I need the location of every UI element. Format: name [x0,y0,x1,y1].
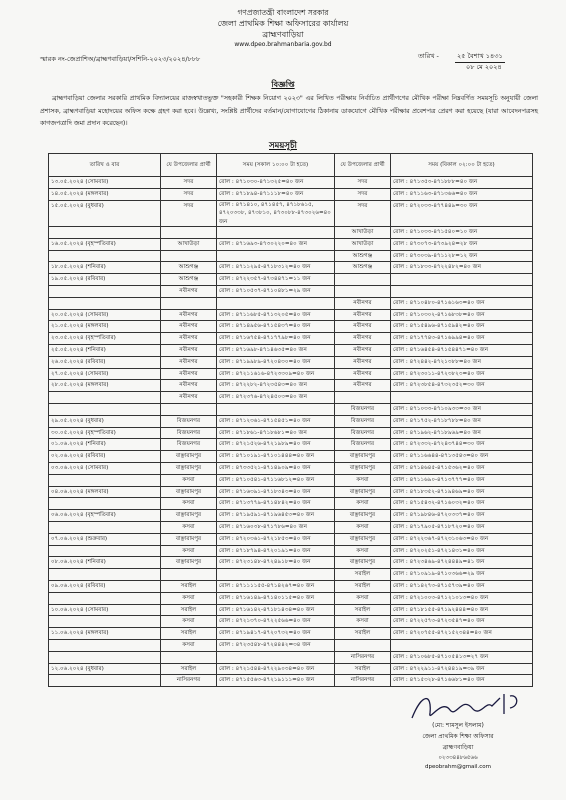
cell-upazila-afternoon: বিজয়নগর [335,404,391,416]
cell-roll-afternoon: রোল : ৪৭১৭৯০৫-৪৭১৮৭২০=৪০ জন [391,522,533,534]
cell-upazila-morning: বিজয়নগর [161,439,217,451]
table-row [49,297,533,309]
cell-roll-morning: রোল : ৪৭১৬৩৯১-৪৭১৮৩৪৩=৪০ জন [217,486,335,498]
cell-upazila-afternoon: বাঞ্ছারামপুর [335,557,391,569]
table-row [49,675,533,687]
cell-upazila-afternoon: নবীনগর [335,309,391,321]
cell-roll-afternoon: রোল : ৪৭২২৩৬৭-৪৭২৩১০৬৩=৪০ জন [391,533,533,545]
cell-upazila-afternoon: নবীনগর [335,368,391,380]
table-row [49,474,533,486]
cell-date: ১০.০৬.২০২৪ (সোমবার) [49,604,161,616]
cell-upazila-afternoon: কসবা [335,522,391,534]
cell-upazila-afternoon: নবীনগর [335,321,391,333]
cell-roll-morning [217,297,335,309]
cell-roll-afternoon: রোল : ৪৭১০৪৮০-৪৭১৬১৬৩=৪০ জন [391,297,533,309]
cell-upazila-afternoon: সদর [335,188,391,200]
signatory-district: ব্রাহ্মণবাড়িয়া [442,744,474,751]
cell-upazila-afternoon: সরাইল [335,569,391,581]
cell-roll-morning: রোল : ৪৭২২৩৫৭-৪৭৩৪৪৭১=১১ জন [217,274,335,286]
cell-roll-morning: রোল : ৪৭১১৬৮৫-৪৭১৩২০৫=৪০ জন [217,309,335,321]
cell-date [49,592,161,604]
cell-upazila-afternoon: কসবা [335,545,391,557]
cell-roll-afternoon [391,286,533,298]
cell-roll-morning: রোল : ৪৭৩৩৫২১-৪৭১৪৯০৯=৪০ জন [217,463,335,475]
cell-date [49,404,161,416]
cell-roll-afternoon: রোল : ৪৭৩০৭৩-৪৭৩৯২৪=২৮ জন [391,238,533,250]
cell-upazila-morning: আশুগঞ্জ [161,274,217,286]
cell-date [49,392,161,404]
cell-upazila-afternoon: আশুগঞ্জ [335,250,391,262]
cell-roll-morning: রোল : ৪৭১৮৬১-৪৭১৮৬৮১=৪০ জন [217,427,335,439]
cell-upazila-afternoon: বিজয়নগর [335,415,391,427]
table-header-row [49,154,533,177]
cell-roll-afternoon: রোল : ৪৭১৩৫৩-৪৭১৮৮৮=৪০ জন [391,177,533,189]
website-link[interactable]: www.dpeo.brahmanbaria.gov.bd [234,41,332,48]
cell-roll-morning: রোল : ৪৭১০৫৪১-৪৭১১৬৮১২=৪০ জন [217,474,335,486]
cell-roll-morning: রোল : ৪৭২১৫৪৪-৪৭২২৯০৩৪=৪০ জন [217,663,335,675]
table-row [49,604,533,616]
cell-upazila-morning: সরাইল [161,628,217,640]
cell-upazila-morning: নবীনগর [161,321,217,333]
memo-number: স্মারক নং-জেপ্রাশিঅ/ব্রাহ্মণবাড়িয়া/সশিনি-২০২৩/২০২৪/৮৮৮ [40,55,201,63]
table-row [49,333,533,345]
table-row [49,238,533,250]
cell-date: ০৯.০৬.২০২৪ (রবিবার) [49,581,161,593]
cell-roll-afternoon [391,639,533,651]
table-row [49,177,533,189]
table-row [49,663,533,675]
cell-upazila-morning: বিজয়নগর [161,415,217,427]
cell-roll-afternoon: রোল : ৪৭১১৬৬৪৪-৪৭১৩৫৪৩=৪০ জন [391,451,533,463]
table-row [49,510,533,522]
cell-roll-morning: রোল : ৪৭১৮৯৪-৪৭১১১৮=৪০ জন [217,188,335,200]
cell-roll-afternoon: রোল : ৪৭১৭৫২-৪৭১৮৭৮৮=৪০ জন [391,415,533,427]
cell-upazila-morning [161,569,217,581]
cell-roll-afternoon: রোল : ৪৭১৭৭৪৩-৪৭১৬৯৯৪=৪০ জন [391,333,533,345]
cell-date [49,474,161,486]
cell-date: ০২.০৬.২০২৪ (রবিবার) [49,451,161,463]
cell-upazila-afternoon: নাসিরনগর [335,651,391,663]
table-row [49,356,533,368]
cell-roll-morning: রোল : ৪৭১৬৭৫৪-৪৭১৭৭৯৮=৪০ জন [217,333,335,345]
table-row [49,392,533,404]
table-row [49,451,533,463]
cell-upazila-morning: নবীনগর [161,345,217,357]
govt-title: গণপ্রজাতন্ত্রী বাংলাদেশ সরকার [237,8,329,17]
office-title: জেলা প্রাথমিক শিক্ষা অফিসারের কার্যালয় [217,19,349,28]
cell-roll-afternoon: রোল : ৪৭২১০০৩-৪৭১২১০১৩=৪০ জন [391,592,533,604]
cell-roll-afternoon: রোল : ৪৭২৩৩২-৪৭২৪৩৭৪৪=৩০ জন [391,439,533,451]
table-row [49,286,533,298]
cell-upazila-afternoon: সদর [335,200,391,227]
cell-date: ২৮.০৫.২০২৪ (মঙ্গলবার) [49,380,161,392]
cell-date [49,651,161,663]
cell-date [49,639,161,651]
table-row [49,533,533,545]
cell-date: ২৫.০৫.২০২৪ (শনিবার) [49,345,161,357]
table-row [49,592,533,604]
cell-upazila-afternoon: নবীনগর [335,297,391,309]
cell-roll-afternoon: রোল : ৪৭২০৩৩-৪৭৭৪৪৯=৩০ জন [391,200,533,227]
cell-roll-afternoon: রোল : ৪৭১৮১৫৫-৪৭১৯২৪৪৪=৪০ জন [391,604,533,616]
table-row [49,274,533,286]
cell-upazila-afternoon: কসবা [335,616,391,628]
cell-upazila-morning: নবীনগর [161,309,217,321]
cell-upazila-morning [161,250,217,262]
cell-roll-afternoon: রোল : ৪৭১০৬৮৫-৪৭১০৫৪১৩=২৭ জন [391,651,533,663]
cell-roll-morning: রোল : ৪৭১১২৯৫-৪৭১৮৩১২=৪০ জন [217,262,335,274]
header-time-afternoon: সময় (বিকাল ০২:০০ টা হতে) [391,154,533,177]
cell-upazila-morning: বাঞ্ছারামপুর [161,451,217,463]
table-row [49,486,533,498]
cell-roll-morning: রোল : ৪৭২১৫২৬-৪৭২১৯৮৯=৪০ জন [217,439,335,451]
cell-date: ১৮.০৫.২০২৪ (শনিবার) [49,262,161,274]
cell-roll-morning: রোল : ৪৭২১৩৭০-৪৭২২৫৬৬=৪০ জন [217,616,335,628]
cell-date [49,297,161,309]
cell-date: ১১.০৬.২০২৪ (মঙ্গলবার) [49,628,161,640]
cell-roll-afternoon: রোল : ৪৭১৫৪৯৬-৪৭১৫৯৪২=৪০ জন [391,321,533,333]
table-row [49,498,533,510]
cell-roll-afternoon: রোল : ৪৭১৮৩৫২-৪৭১৯৪৬৯=৪০ জন [391,486,533,498]
cell-upazila-afternoon: নাসিরনগর [335,675,391,687]
cell-roll-afternoon: রোল : ৪৭২২৫৭৩-৪৭২৩৫৪৭=৪০ জন [391,616,533,628]
cell-upazila-morning: বাঞ্ছারামপুর [161,557,217,569]
cell-roll-morning: রোল : ৪৭১৯৪১৭-৪৭২০৭৩২=৪০ জন [217,628,335,640]
cell-upazila-morning: নবীনগর [161,380,217,392]
cell-date [49,522,161,534]
header-date: তারিখ ও বার [49,154,161,177]
cell-roll-afternoon: রোল : ৪৭২৩৮৫৪-৪৭৩২৩৫২=৩০ জন [391,380,533,392]
cell-roll-morning: রোল : ৪৭১০৫৩৭-৪৭১০৪৮১=২৯ জন [217,286,335,298]
cell-roll-afternoon: রোল : ৪৭২৪৪২-৪৭২১৩৮৮=৪০ জন [391,356,533,368]
cell-roll-afternoon [391,392,533,404]
cell-upazila-morning: কসবা [161,592,217,604]
cell-upazila-morning: বাঞ্ছারামপুর [161,533,217,545]
cell-upazila-morning [161,651,217,663]
cell-roll-afternoon: রোল : ৪৭১০৩০২-৪৭১৬৮৩৮=৪০ জন [391,309,533,321]
cell-roll-morning: রোল : ৪৭১৯৫৯১-৪৭১৯৬৪৫৩=৪০ জন [217,510,335,522]
cell-upazila-afternoon: বাঞ্ছারামপুর [335,451,391,463]
cell-upazila-afternoon: আখাউড়া [335,227,391,239]
cell-roll-afternoon: রোল : ৪৭১০৯১৯-৪৭১০৩৬৬=২৯ জন [391,569,533,581]
schedule-table [48,153,533,687]
signatory-designation: জেলা প্রাথমিক শিক্ষা অফিসার [422,733,494,740]
cell-upazila-morning: নাসিরনগর [161,675,217,687]
cell-date: ০৩.০৬.২০২৪ (সোমবার) [49,463,161,475]
cell-date: ০১.০৬.২০২৪ (শনিবার) [49,439,161,451]
cell-date [49,227,161,239]
table-row [49,522,533,534]
cell-date: ০৬.০৬.২০২৪ (বৃহস্পতিবার) [49,510,161,522]
schedule-title: সময়সূচী [269,141,297,151]
cell-roll-morning: রোল : ৪৭১৬৯৮-৪৭১৪৬৩৫=৪০ জন [217,345,335,357]
table-row [49,581,533,593]
signatory-name: (মো: শামসুল ইসলাম) [432,722,484,729]
cell-date: ১৯.০৫.২০২৪ (রবিবার) [49,274,161,286]
cell-date: ২১.০৫.২০২৪ (মঙ্গলবার) [49,321,161,333]
cell-upazila-morning: নবীনগর [161,392,217,404]
signatory-email[interactable]: dpeobrahm@gmail.com [425,764,491,770]
table-row [49,463,533,475]
cell-upazila-morning: নবীনগর [161,333,217,345]
table-row [49,628,533,640]
cell-upazila-afternoon: সরাইল [335,628,391,640]
cell-upazila-afternoon: বাঞ্ছারামপুর [335,486,391,498]
cell-roll-morning: রোল : ৪৭১৪১০, ৪৭১৪৫৭, ৪৭১৮৬১৫, ৪৭২০৩৩৮, ৪৭৩৮১০, ৪৭৩০৮৮-৪৭৩০২৬=৪০ জন [217,200,335,227]
table-row [49,404,533,416]
cell-roll-morning: রোল : ৪৭১০৩০-৪৭১৩২৫=৪০ জন [217,177,335,189]
cell-upazila-morning: বাঞ্ছারামপুর [161,510,217,522]
cell-date: ২৩.০৫.২০২৪ (বৃহস্পতিবার) [49,333,161,345]
table-row [49,200,533,227]
table-row [49,439,533,451]
cell-roll-morning: রোল : ৪৭২০৩৬১-৪৭২১৮৫৩=৪০ জন [217,533,335,545]
cell-roll-morning: রোল : ৪৭২৩৫৪৮-৪৭২৪৪৪২=৩৪ জন [217,639,335,651]
cell-upazila-morning: আশুগঞ্জ [161,262,217,274]
cell-roll-afternoon: রোল : ৪৭২৩০১১-৪৭২৩৮২৩=৪০ জন [391,368,533,380]
cell-date: ০৭.০৬.২০২৪ (শুক্রবার) [49,533,161,545]
cell-upazila-morning: বাঞ্ছারামপুর [161,486,217,498]
cell-upazila-afternoon [335,286,391,298]
cell-upazila-morning: কসবা [161,522,217,534]
cell-roll-morning: রোল : ৪৭২২৮২-৪৭২৩৫৪৩=৪০ জন [217,380,335,392]
date-label: তারিখ - [418,52,439,60]
cell-roll-morning: রোল : ৪৭১৩৭৭৯-৪৭১৪৮৪২=৪০ জন [217,498,335,510]
table-row [49,345,533,357]
cell-upazila-morning [161,227,217,239]
header-upazila-afternoon: যে উপজেলার প্রার্থী [335,154,391,177]
cell-roll-afternoon: রোল : ৪৭২২৯১১-৪৭২৪৪১৯=৩৯ জন [391,663,533,675]
cell-roll-morning: রোল : ৪৭১৯৯৮৯-৪৭২০৪৩০=৪০ জন [217,356,335,368]
cell-date [49,286,161,298]
cell-roll-afternoon: রোল : ৪৭৩০৩৯-৪৭১১২৮=১২ জন [391,250,533,262]
cell-upazila-morning: বাঞ্ছারামপুর [161,463,217,475]
cell-date: ২৬.০৫.২০২৪ (রবিবার) [49,356,161,368]
cell-upazila-morning: কসবা [161,474,217,486]
table-row [49,309,533,321]
table-row [49,557,533,569]
district-title: ব্রাহ্মণবাড়িয়া [262,30,304,39]
cell-roll-afternoon: রোল : ৪৭১১৬৩-৪৭১৩৬৬=৪০ জন [391,188,533,200]
cell-roll-afternoon: রোল : ৪৭১৫৪৩২-৪৭১৬০৩২=৪০ জন [391,498,533,510]
cell-upazila-morning: সদর [161,188,217,200]
cell-upazila-afternoon: বিজয়নগর [335,427,391,439]
cell-date: ০৪.০৬.২০২৪ (মঙ্গলবার) [49,486,161,498]
header-upazila-morning: যে উপজেলার প্রার্থী [161,154,217,177]
cell-date [49,498,161,510]
cell-date: ২৭.০৫.২০২৪ (সোমবার) [49,368,161,380]
cell-date: ০৮.০৬.২০২৪ (শনিবার) [49,557,161,569]
table-row [49,545,533,557]
cell-upazila-morning: কসবা [161,498,217,510]
cell-date: ১৩.০৫.২০২৪ (সোমবার) [49,177,161,189]
cell-roll-afternoon: রোল : ৪৭২০৭৫৫-৪৭২১৫২৩৪৪=৪০ জন [391,628,533,640]
cell-roll-afternoon: রোল : ৪৭১০৩৩-৪৭১০৯৩৩=৩০ জন [391,404,533,416]
cell-upazila-morning: সরাইল [161,663,217,675]
table-row [49,380,533,392]
cell-roll-afternoon: রোল : ৪৭১৪২৭৩-৪৭১৫৭৩৯=৪০ জন [391,581,533,593]
table-row [49,188,533,200]
cell-date [49,569,161,581]
cell-upazila-afternoon: নবীনগর [335,345,391,357]
cell-upazila-afternoon: বিজয়নগর [335,439,391,451]
cell-upazila-afternoon: কসবা [335,474,391,486]
cell-roll-afternoon: রোল : ৪৭২০২৫১-৪৭২১৪৩১=৪০ জন [391,545,533,557]
cell-roll-afternoon [391,274,533,286]
cell-upazila-afternoon [335,274,391,286]
table-row [49,262,533,274]
cell-upazila-afternoon: সরাইল [335,604,391,616]
cell-roll-morning: রোল : ৪৭২১১৬১৬-৪৭২৩৩০৯=৪০ জন [217,368,335,380]
cell-date: ২০.০৫.২০২৪ (সোমবার) [49,309,161,321]
cell-roll-morning: রোল : ৪৭১০১৯১-৪৭১০১৪৪৪=৪০ জন [217,451,335,463]
cell-roll-afternoon: রোল : ৪৭২৩৪৬৯-৪৭২৪৪৪৯=৪১ জন [391,557,533,569]
cell-upazila-afternoon: আশুগঞ্জ [335,262,391,274]
cell-roll-morning [217,404,335,416]
header-time-morning: সময় (সকাল ১০:০০ টা হতে) [217,154,335,177]
cell-upazila-morning: কসবা [161,545,217,557]
cell-roll-morning: রোল : ৪৭১৬০৩৮-৪৭১৭৮৬=৪০ জন [217,522,335,534]
notice-paragraph: ব্রাহ্মণবাড়িয়া জেলার সরকারি প্রাথমিক বিদ্যালয়ের রাজস্বখাতভুক্ত "সহকারী শিক্ষক নিয়োগ ২০২৩" এর লিখিত পরীক্ষায় নির্বাচিত প্রার্থীগণের মৌখিক পরীক্ষা নিম্নবর্ণিত সময়সূচি অনুযায়ী জেলা প্রশাসক, ব্রাহ্মণবাড়িয়া মহোদয়ের অফিস কক্ষে গ্রহণ করা হবে। উল্লেখ্য, সংশ্লিষ্ট প্রার্থীদের বর্তমান/যোগাযোগের ঠিকানায় ডাকযোগে মৌখিক পরীক্ষার প্রবেশপত্র প্রেরণ করা হয়েছে (যারা আবেদনপত্রসহ কাগজপত্রাদি জমা প্রদান করেছেন)। [40,95,538,127]
cell-roll-morning [217,651,335,663]
cell-upazila-afternoon: বাঞ্ছারামপুর [335,510,391,522]
cell-roll-morning [217,250,335,262]
cell-upazila-morning: সদর [161,177,217,189]
cell-roll-morning: রোল : ৪৭২৩৭৬-৪৭২৪৫০৩=৪০ জন [217,392,335,404]
cell-date: ১৫.০৫.২০২৪ (বুধবার) [49,200,161,227]
table-row [49,616,533,628]
cell-roll-morning: রোল : ৪৭১৮৭৯৪-৪৭২০১৯১=৪০ জন [217,545,335,557]
cell-roll-morning [217,227,335,239]
table-row [49,415,533,427]
cell-roll-afternoon: রোল : ৪৭১০৩৩-৪৭১৫৪০=১০ জন [391,227,533,239]
cell-upazila-afternoon: সদর [335,177,391,189]
cell-date [49,616,161,628]
cell-upazila-morning: আখাউড়া [161,238,217,250]
cell-roll-afternoon: রোল : ৪৭১৫৩২৮-৪৭১৬৬৮১=৪০ জন [391,675,533,687]
cell-roll-morning: রোল : ৪৭১৪৯৫৬-৪৭১৫৪৩৭=৪০ জন [217,321,335,333]
cell-roll-morning: রোল : ৪৭১৬৯৩-৪৭৩০২২০=৪০ জন [217,238,335,250]
date-bangla: ২৫ বৈশাখ ১৪৩১ [455,51,505,63]
cell-roll-morning [217,569,335,581]
cell-upazila-afternoon: নবীনগর [335,356,391,368]
table-row [49,368,533,380]
cell-upazila-afternoon: কসবা [335,592,391,604]
table-row [49,569,533,581]
cell-upazila-morning: নবীনগর [161,286,217,298]
cell-roll-afternoon: রোল : ৪৭১১৬৯০-৪৭১৩৭৭৭=৪০ জন [391,474,533,486]
cell-upazila-morning: নবীনগর [161,356,217,368]
signatory-phone: ০২৩৩৪৪৮৬৫৬৬ [438,755,478,761]
cell-roll-morning: রোল : ৪৭২৩১৪৮-৪৭২৪৯১৮=৪০ জন [217,557,335,569]
cell-upazila-morning: কসবা [161,616,217,628]
cell-upazila-afternoon: সরাইল [335,581,391,593]
cell-roll-morning: রোল : ৪৭১৬১৪২-৪৭১৮১৪৩৪=৪০ জন [217,604,335,616]
cell-roll-morning: রোল : ৪৭১৫৫৬৩-৪৭২১৯১১১=৪০ জন [217,675,335,687]
cell-roll-morning: রোল : ৪৭১৬১৪৯-৪৭১৪০১১৫=৪০ জন [217,592,335,604]
cell-upazila-morning: নবীনগর [161,368,217,380]
cell-roll-afternoon: রোল : ৪৭১৮৩৩-৪৭২২৪৮২=৪০ জন [391,262,533,274]
schedule-body [49,177,533,687]
cell-upazila-afternoon: বাঞ্ছারামপুর [335,533,391,545]
cell-date: ২৯.০৫.২০২৪ (বুধবার) [49,415,161,427]
cell-upazila-afternoon: আখাউড়া [335,238,391,250]
cell-date: ৩০.০৫.২০২৪ (বৃহস্পতিবার) [49,427,161,439]
table-row [49,639,533,651]
table-row [49,227,533,239]
cell-upazila-morning: কসবা [161,639,217,651]
cell-upazila-morning: সরাইল [161,581,217,593]
table-row [49,651,533,663]
cell-date: ১২.০৬.২০২৪ (বুধবার) [49,663,161,675]
cell-upazila-afternoon: সরাইল [335,663,391,675]
cell-date: ১৪.০৫.২০২৪ (মঙ্গলবার) [49,188,161,200]
date-block [418,51,505,71]
cell-date [49,545,161,557]
cell-upazila-afternoon: নবীনগর [335,380,391,392]
cell-roll-morning: রোল : ৪৭১১১১৫৫-৪৭১৪২৬৭=৪০ জন [217,581,335,593]
table-row [49,321,533,333]
cell-upazila-morning: সরাইল [161,604,217,616]
cell-roll-afternoon: রোল : ৪৭১৯৬২-৪৭১৮৯৬৯=৪০ জন [391,427,533,439]
cell-upazila-afternoon [335,639,391,651]
cell-upazila-afternoon [335,392,391,404]
notice-title: বিজ্ঞপ্তি [271,80,295,89]
cell-upazila-morning: সদর [161,200,217,227]
cell-date [49,675,161,687]
cell-upazila-afternoon: বাঞ্ছারামপুর [335,463,391,475]
cell-roll-afternoon: রোল : ৪৭১৬৪৫৪-৪৭১৫৪৪৭১=৪০ জন [391,345,533,357]
cell-date [49,250,161,262]
table-row [49,250,533,262]
cell-upazila-morning [161,404,217,416]
cell-date: ১৬.০৫.২০২৪ (বৃহস্পতিবার) [49,238,161,250]
cell-roll-morning: রোল : ৪৭১২৩৬১-৪৭১৫৪৫১=৪০ জন [217,415,335,427]
date-english: ০৮ মে ২০২৪ [466,63,502,71]
cell-upazila-morning [161,297,217,309]
cell-roll-afternoon: রোল : ৪৭১৪৬৪৫-৪৭১৫৩৬২=৪০ জন [391,463,533,475]
table-row [49,427,533,439]
cell-upazila-morning: বিজয়নগর [161,427,217,439]
cell-upazila-afternoon: নবীনগর [335,333,391,345]
cell-roll-afternoon: রোল : ৪৭১৯৮৪৬-৪৭২০৩৩৭=৪০ জন [391,510,533,522]
cell-upazila-afternoon: কসবা [335,498,391,510]
